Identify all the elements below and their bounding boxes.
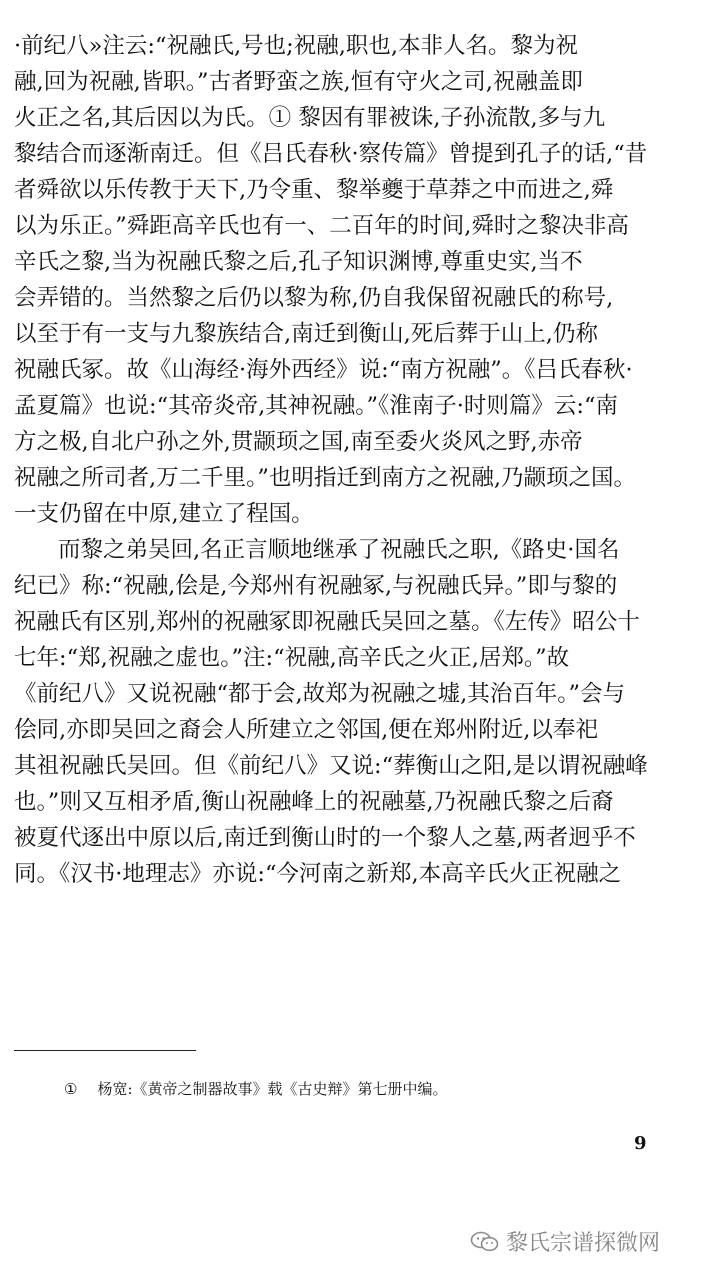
watermark-text: 黎氏宗谱探微网	[506, 1231, 661, 1256]
watermark	[470, 1226, 660, 1257]
text-line: 祝融氏有区别,郑州的祝融冢即祝融氏吴回之墓。《左传》昭公十	[14, 609, 640, 635]
text-line: 会弄错的。当然黎之后仍以黎为称,仍自我保留祝融氏的称号,	[14, 285, 614, 311]
text-line: ·前纪八»注云:“祝融氏,号也;祝融,职也,本非人名。黎为祝	[14, 33, 579, 59]
text-line: 以为乐正。”舜距高辛氏也有一、二百年的时间,舜时之黎决非高	[14, 213, 629, 239]
text-line: 火正之名,其后因以为氏。① 黎因有罪被诛,子孙流散,多与九	[14, 105, 606, 131]
text-line: 其祖祝融氏吴回。但《前纪八》又说:“葬衡山之阳,是以谓祝融峰	[14, 753, 648, 779]
text-line: 纪已》称:“祝融,侩是,今郑州有祝融冢,与祝融氏异。”即与黎的	[14, 573, 618, 599]
footnote	[64, 1078, 448, 1100]
text-line: 黎结合而逐渐南迁。但《吕氏春秋·察传篇》曾提到孔子的话,“昔	[14, 141, 648, 167]
text-line: 侩同,亦即吴回之裔会人所建立之邻国,便在郑州附近,以奉祀	[14, 717, 598, 743]
text-line: 方之极,自北户孙之外,贯颛顼之国,南至委火炎风之野,赤帝	[14, 429, 583, 455]
body-text	[14, 28, 704, 892]
wechat-icon	[470, 1230, 500, 1254]
text-line: 七年:“郑,祝融之虚也。”注:“祝融,高辛氏之火正,居郑。”故	[14, 645, 570, 671]
text-line: 同。《汉书·地理志》亦说:“今河南之新郑,本高辛氏火正祝融之	[14, 861, 622, 887]
text-line: 孟夏篇》也说:“其帝炎帝,其神祝融。”《淮南子·时则篇》云:“南	[14, 393, 618, 419]
text-line: 以至于有一支与九黎族结合,南迁到衡山,死后葬于山上,仍称	[14, 321, 598, 347]
paragraph-start-line: 而黎之弟吴回,名正言顺地继承了祝融氏之职,《路史·国名	[58, 537, 620, 563]
text-line: 融,回为祝融,皆职。”古者野蛮之族,恒有守火之司,祝融盖即	[14, 69, 583, 95]
text-line: 被夏代逐出中原以后,南迁到衡山时的一个黎人之墓,两者迥乎不	[14, 825, 636, 851]
footnote-text: 杨宽:《黄帝之制器故事》载《古史辩》第七册中编。	[97, 1080, 448, 1098]
footnote-divider	[14, 1050, 196, 1051]
footnote-marker: ①	[64, 1080, 78, 1098]
page-number: 9	[634, 1133, 647, 1154]
text-line: 辛氏之黎,当为祝融氏黎之后,孔子知识渊博,尊重史实,当不	[14, 249, 583, 275]
text-line: 祝融之所司者,万二千里。”也明指迁到南方之祝融,乃颛顼之国。	[14, 465, 637, 491]
text-line: 祝融氏冢。故《山海经·海外西经》说:“南方祝融”。《吕氏春秋·	[14, 357, 633, 383]
text-line: 者舜欲以乐传教于天下,乃令重、黎举夔于草莽之中而进之,舜	[14, 177, 614, 203]
text-line: 《前纪八》又说祝融“都于会,故郑为祝融之墟,其治百年。”会与	[14, 681, 626, 707]
text-line: 也。”则又互相矛盾,衡山祝融峰上的祝融墓,乃祝融氏黎之后裔	[14, 789, 614, 815]
text-line: 一支仍留在中原,建立了程国。	[14, 501, 314, 527]
